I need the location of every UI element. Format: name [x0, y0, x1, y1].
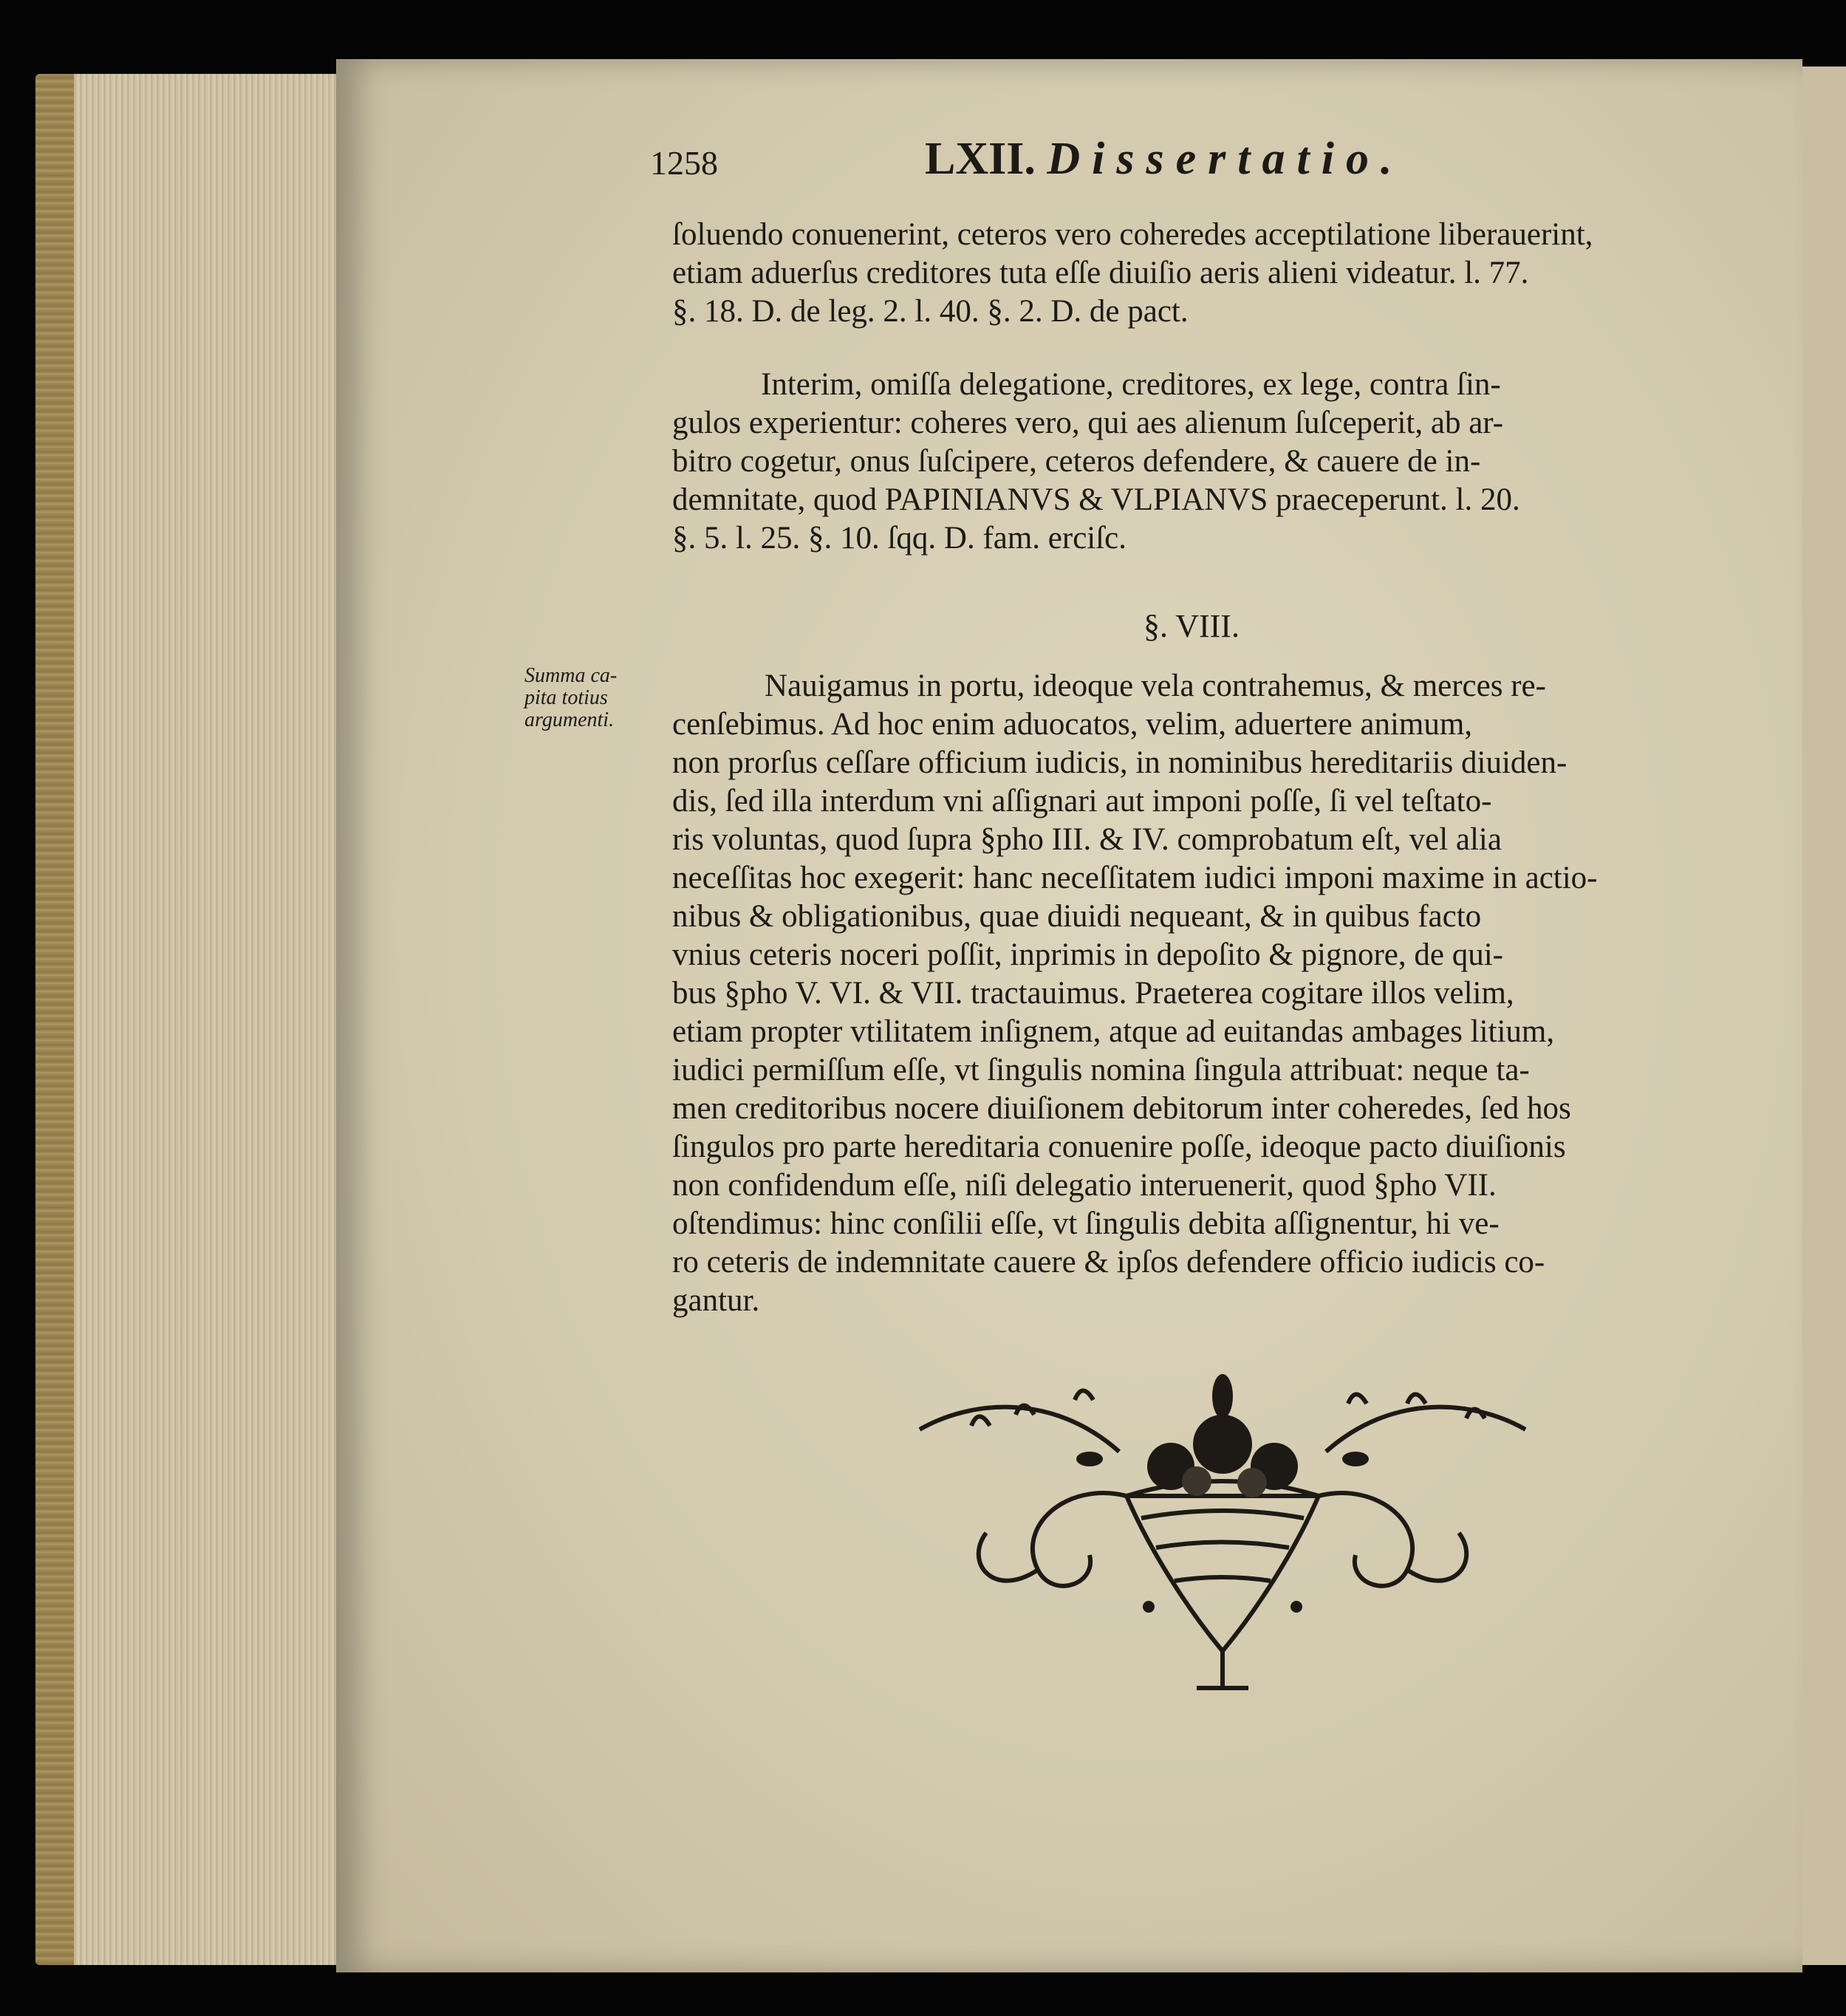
text-line: neceſſitas hoc exegerit: hanc neceſſitatem iudici imponi maxime in actio-: [672, 861, 1598, 895]
text-line: Nauigamus in portu, ideoque vela contrahemus, & merces re-: [765, 669, 1546, 703]
text-line: etiam aduerſus creditores tuta eſſe diuiſio aeris alieni videatur. l. 77.: [672, 256, 1529, 290]
marginal-note-line: Summa ca-: [524, 664, 618, 687]
text-line: non confidendum eſſe, niſi delegatio interuenerit, quod §pho VII.: [672, 1168, 1497, 1203]
text-line: oſtendimus: hinc conſilii eſſe, vt ſingulis debita aſſignentur, hi ve-: [672, 1206, 1500, 1241]
marginal-note-line: argumenti.: [524, 708, 615, 731]
text-line: bus §pho V. VI. & VII. tractauimus. Praeterea cogitare illos velim,: [672, 976, 1514, 1011]
text-line: non prorſus ceſſare officium iudicis, in nominibus hereditariis diuiden-: [672, 745, 1568, 780]
text-line: ro ceteris de indemnitate cauere & ipſos defendere officio iudicis co-: [672, 1245, 1545, 1279]
text-line: §. 18. D. de leg. 2. l. 40. §. 2. D. de pact.: [672, 294, 1189, 329]
page-title-roman: LXII.: [925, 134, 1036, 184]
text-line: bitro cogetur, onus ſuſcipere, ceteros defendere, & cauere de in-: [672, 444, 1481, 479]
book-cover-edge: [35, 74, 74, 1965]
marginal-note: [524, 665, 617, 731]
page-title: [925, 133, 1404, 185]
marginal-note-line: pita totius: [524, 686, 608, 709]
text-line: ſingulos pro parte hereditaria conuenire poſſe, ideoque pacto diuiſionis: [672, 1130, 1566, 1164]
basket-of-fruit-vignette-icon: [905, 1363, 1540, 1718]
text-line: demnitate, quod PAPINIANVS & VLPIANVS praeceperunt. l. 20.: [672, 482, 1520, 517]
book-fore-edge: [35, 74, 360, 1965]
text-line: etiam propter vtilitatem inſignem, atque ad euitandas ambages litium,: [672, 1014, 1555, 1049]
text-line: Interim, omiſſa delegatione, creditores, ex lege, contra ſin-: [761, 367, 1501, 402]
text-line: gantur.: [672, 1283, 760, 1318]
page-title-italic: Dissertatio.: [1047, 134, 1404, 184]
text-line: dis, ſed illa interdum vni aſſignari aut imponi poſſe, ſi vel teſtato-: [672, 784, 1492, 819]
page-number: 1258: [650, 144, 718, 182]
section-heading: §. VIII.: [1144, 608, 1240, 644]
text-line: nibus & obligationibus, quae diuidi nequeant, & in quibus facto: [672, 899, 1482, 934]
text-line: §. 5. l. 25. §. 10. ſqq. D. fam. erciſc.: [672, 521, 1127, 556]
text-line: ſoluendo conuenerint, ceteros vero coheredes acceptilatione liberauerint,: [672, 217, 1593, 252]
text-line: iudici permiſſum eſſe, vt ſingulis nomina ſingula attribuat: neque ta-: [672, 1053, 1530, 1087]
text-line: gulos experientur: coheres vero, qui aes alienum ſuſceperit, ab ar-: [672, 406, 1504, 440]
facing-page-edge: [1802, 66, 1846, 1965]
text-line: cenſebimus. Ad hoc enim aduocatos, velim, aduertere animum,: [672, 707, 1473, 742]
text-line: vnius ceteris noceri poſſit, inprimis in depoſito & pignore, de qui-: [672, 937, 1503, 972]
text-line: men creditoribus nocere diuiſionem debitorum inter coheredes, ſed hos: [672, 1091, 1571, 1126]
text-line: ris voluntas, quod ſupra §pho III. & IV. comprobatum eſt, vel alia: [672, 822, 1502, 857]
